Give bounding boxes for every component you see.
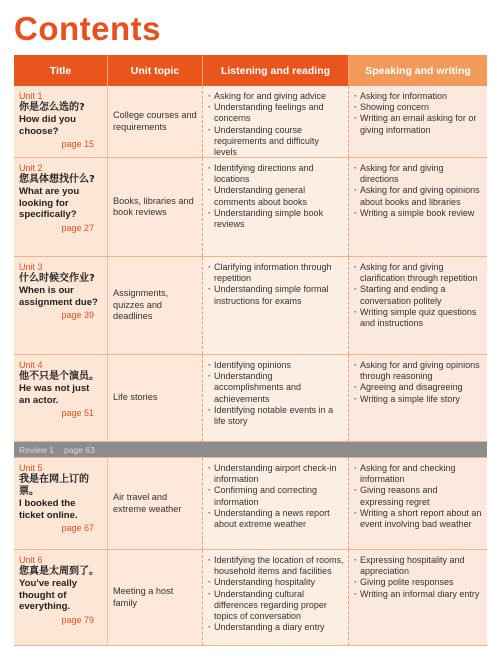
unit-topic-cell: Assignments, quizzes and deadlines xyxy=(107,257,202,354)
review-page: page 63 xyxy=(63,445,95,455)
unit-number: Unit 2 xyxy=(19,163,43,173)
table-header xyxy=(14,55,487,86)
list-item: · Writing an informal diary entry xyxy=(354,589,483,600)
title-cell xyxy=(14,86,107,157)
list-item: · Understanding simple formal instructions for exams xyxy=(208,284,344,306)
page-title: Contents xyxy=(14,10,161,47)
title-cell xyxy=(14,550,107,645)
title-cell xyxy=(14,158,107,256)
unit-number: Unit 4 xyxy=(19,360,43,370)
english-title: He was not just an actor. xyxy=(19,383,90,406)
list-item: · Writing simple quiz questions and instructions xyxy=(354,307,483,329)
list-item: · Starting and ending a conversation politely xyxy=(354,284,483,306)
list-item: · Asking for and checking information xyxy=(354,463,483,485)
header-unit-topic: Unit topic xyxy=(107,55,202,86)
header-title: Title xyxy=(14,55,107,86)
list-item: · Confirming and correcting information xyxy=(208,485,344,507)
list-item: · Showing concern xyxy=(354,102,483,113)
bullet-list xyxy=(354,262,483,329)
list-item: · Understanding hospitality xyxy=(208,577,344,588)
chinese-title: 您真是太周到了。 xyxy=(19,566,99,577)
page-link[interactable]: page 67 xyxy=(61,523,94,533)
unit-number: Unit 1 xyxy=(19,91,43,101)
list-item: · Understanding airport check-in information xyxy=(208,463,344,485)
listening-reading-cell xyxy=(202,86,348,157)
unit-number: Unit 6 xyxy=(19,555,43,565)
table-row xyxy=(14,458,487,550)
english-title: When is our assignment due? xyxy=(19,285,98,308)
list-item: · Identifying the location of rooms, household items and facilities xyxy=(208,555,344,577)
list-item: · Writing a short report about an event involving bad weather xyxy=(354,508,483,530)
title-cell xyxy=(14,257,107,354)
bullet-list xyxy=(354,163,483,219)
list-item: · Giving polite responses xyxy=(354,577,483,588)
bullet-list xyxy=(354,360,483,405)
unit-number: Unit 3 xyxy=(19,262,43,272)
review-title: Review 1 xyxy=(19,445,54,455)
unit-topic-cell: Meeting a host family xyxy=(107,550,202,645)
page-link[interactable]: page 15 xyxy=(61,139,94,149)
table-row xyxy=(14,355,487,442)
chinese-title: 你是怎么选的? xyxy=(19,102,85,113)
table-row xyxy=(14,550,487,646)
list-item: · Identifying opinions xyxy=(208,360,344,371)
listening-reading-cell xyxy=(202,257,348,354)
chinese-title: 什么时候交作业? xyxy=(19,273,95,284)
page-link[interactable]: page 79 xyxy=(61,614,94,625)
speaking-writing-cell xyxy=(348,257,487,354)
chinese-title: 他不只是个演员。 xyxy=(19,371,99,382)
list-item: · Writing an email asking for or giving information xyxy=(354,113,483,135)
list-item: · Understanding course requirements and difficulty levels xyxy=(208,125,344,159)
bullet-list xyxy=(354,555,483,600)
list-item: · Understanding simple book reviews xyxy=(208,208,344,230)
list-item: · Understanding accomplishments and achievements xyxy=(208,371,344,405)
speaking-writing-cell xyxy=(348,86,487,157)
page-link[interactable]: page 39 xyxy=(61,310,94,320)
list-item: · Asking for information xyxy=(354,91,483,102)
header-listening-reading: Listening and reading xyxy=(202,55,348,86)
bullet-list xyxy=(208,360,344,427)
unit-number: Unit 5 xyxy=(19,463,43,473)
list-item: · Understanding feelings and concerns xyxy=(208,102,344,124)
list-item: · Clarifying information through repetition xyxy=(208,262,344,284)
table-body xyxy=(14,86,487,646)
english-title: How did you choose? xyxy=(19,114,77,137)
page-link[interactable]: page 51 xyxy=(61,408,94,418)
listening-reading-cell xyxy=(202,158,348,256)
list-item: · Asking for and giving clarification through repetition xyxy=(354,262,483,284)
unit-topic-cell: College courses and requirements xyxy=(107,86,202,157)
chinese-title: 我是在网上订的票。 xyxy=(19,474,89,497)
title-cell xyxy=(14,355,107,441)
table-row xyxy=(14,257,487,355)
list-item: · Understanding a diary entry xyxy=(208,622,344,633)
listening-reading-cell xyxy=(202,355,348,441)
title-cell xyxy=(14,458,107,549)
unit-topic-cell: Books, libraries and book reviews xyxy=(107,158,202,256)
table-row xyxy=(14,158,487,257)
table-row xyxy=(14,86,487,158)
contents-table xyxy=(14,55,487,646)
list-item: · Understanding cultural differences regarding proper topics of conversation xyxy=(208,589,344,623)
unit-topic-cell: Air travel and extreme weather xyxy=(107,458,202,549)
list-item: · Writing a simple life story xyxy=(354,394,483,405)
page-link[interactable]: page 27 xyxy=(61,222,94,233)
list-item: · Expressing hospitality and appreciation xyxy=(354,555,483,577)
unit-topic-cell: Life stories xyxy=(107,355,202,441)
header-speaking-writing: Speaking and writing xyxy=(348,55,487,86)
chinese-title: 您具体想找什么? xyxy=(19,174,95,185)
list-item: · Asking for and giving opinions through reasoning xyxy=(354,360,483,382)
list-item: · Asking for and giving advice xyxy=(208,91,344,102)
listening-reading-cell xyxy=(202,458,348,549)
bullet-list xyxy=(354,91,483,136)
english-title: What are you looking for specifically? xyxy=(19,186,80,220)
list-item: · Giving reasons and expressing regret xyxy=(354,485,483,507)
bullet-list xyxy=(208,91,344,158)
bullet-list xyxy=(208,463,344,530)
list-item: · Writing a simple book review xyxy=(354,208,483,219)
speaking-writing-cell xyxy=(348,355,487,441)
bullet-list xyxy=(208,555,344,633)
list-item: · Agreeing and disagreeing xyxy=(354,382,483,393)
review-label xyxy=(14,442,107,457)
list-item: · Asking for and giving directions xyxy=(354,163,483,185)
list-item: · Identifying directions and locations xyxy=(208,163,344,185)
bullet-list xyxy=(208,163,344,230)
speaking-writing-cell xyxy=(348,550,487,645)
bullet-list xyxy=(354,463,483,530)
list-item: · Identifying notable events in a life story xyxy=(208,405,344,427)
list-item: · Understanding general comments about books xyxy=(208,185,344,207)
speaking-writing-cell xyxy=(348,458,487,549)
review-row[interactable] xyxy=(14,442,487,458)
listening-reading-cell xyxy=(202,550,348,645)
english-title: You've really thought of everything. xyxy=(19,578,78,612)
speaking-writing-cell xyxy=(348,158,487,256)
list-item: · Asking for and giving opinions about books and libraries xyxy=(354,185,483,207)
bullet-list xyxy=(208,262,344,307)
english-title: I booked the ticket online. xyxy=(19,498,78,521)
list-item: · Understanding a news report about extreme weather xyxy=(208,508,344,530)
